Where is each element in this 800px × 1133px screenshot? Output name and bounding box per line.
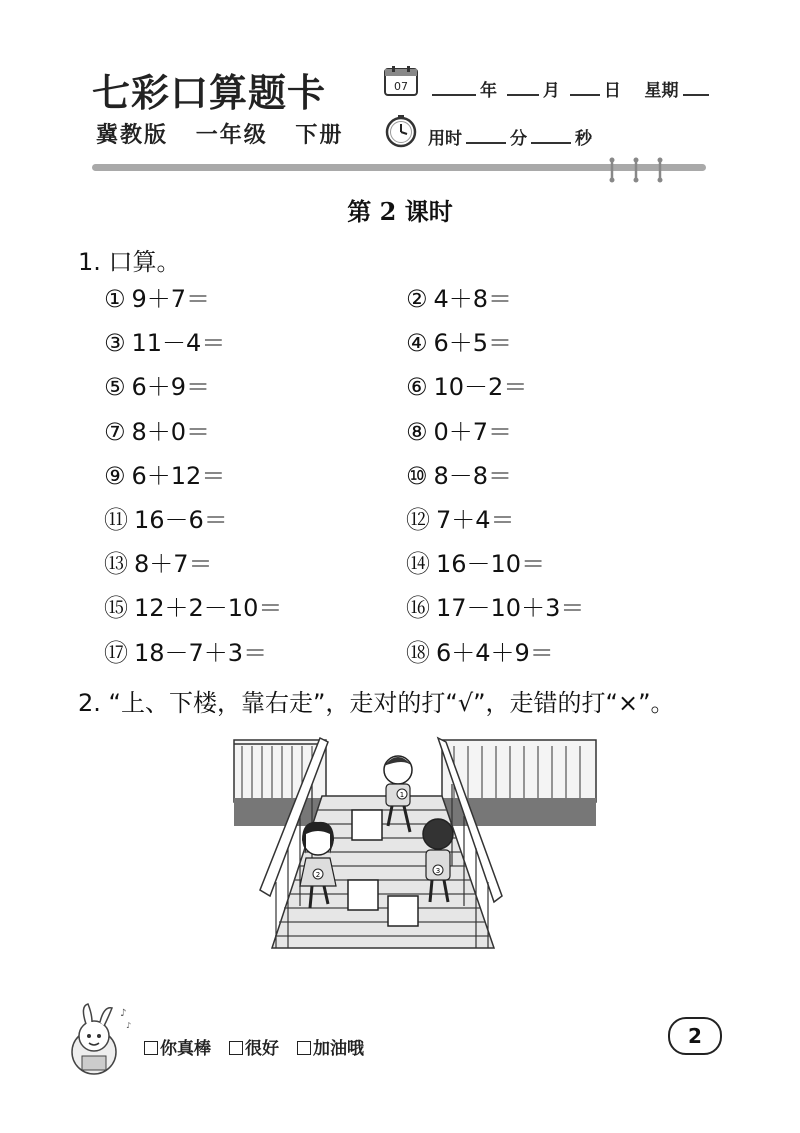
- problem-grid: [104, 282, 724, 680]
- problem-expression: 6＋9＝: [131, 373, 211, 402]
- time-used-label: 用时: [428, 129, 462, 149]
- problem-row: [104, 547, 724, 591]
- problem-row: [104, 503, 724, 547]
- svg-text:1: 1: [399, 791, 405, 799]
- section2-heading: 2. “上、下楼，靠右走”，走对的打“√”，走错的打“×”。: [78, 689, 675, 717]
- problem-number: ②: [406, 285, 428, 313]
- grade-label: 一年级: [195, 123, 268, 148]
- svg-text:♪: ♪: [120, 1008, 127, 1019]
- rating-options: [144, 1034, 382, 1059]
- problem-expression: 16－6＝: [134, 505, 228, 534]
- problem-number: ⑯: [406, 594, 430, 623]
- rating-label: 很好: [245, 1039, 279, 1059]
- problem-row: [104, 636, 724, 680]
- problem-item: [104, 415, 406, 459]
- problem-number: ①: [104, 285, 126, 313]
- problem-row: [104, 591, 724, 635]
- problem-number: ⑩: [406, 461, 428, 490]
- problem-item: [406, 370, 708, 414]
- problem-number: ⑰: [104, 638, 128, 667]
- problem-item: [406, 636, 708, 680]
- problem-number: ④: [406, 329, 428, 358]
- problem-item: [406, 459, 708, 503]
- clock-icon: [384, 114, 418, 148]
- month-blank[interactable]: [507, 80, 539, 96]
- year-blank[interactable]: [432, 80, 476, 96]
- svg-text:♪: ♪: [126, 1021, 132, 1030]
- problem-number: ⑪: [104, 505, 128, 534]
- problem-item: [406, 415, 708, 459]
- rating-checkbox[interactable]: [297, 1041, 311, 1055]
- problem-number: ⑭: [406, 550, 430, 579]
- section1-heading: 1. 口算。: [78, 248, 181, 276]
- problem-expression: 8＋7＝: [134, 550, 213, 579]
- problem-number: ⑨: [104, 461, 126, 490]
- problem-item: [406, 591, 708, 635]
- seconds-blank[interactable]: [531, 128, 571, 144]
- problem-expression: 16－10＝: [436, 550, 546, 579]
- problem-item: [406, 282, 708, 326]
- rating-option[interactable]: [229, 1039, 279, 1059]
- problem-number: ⑱: [406, 638, 430, 667]
- problem-row: [104, 282, 724, 326]
- weekday-label: 星期: [644, 81, 679, 101]
- problem-item: [406, 547, 708, 591]
- problem-expression: 6＋12＝: [131, 461, 226, 490]
- minutes-label: 分: [510, 129, 527, 149]
- svg-text:3: 3: [435, 867, 441, 875]
- binder-rings-icon: [604, 156, 674, 184]
- rating-checkbox[interactable]: [144, 1041, 158, 1055]
- problem-item: [104, 591, 406, 635]
- problem-expression: 0＋7＝: [433, 417, 513, 446]
- rating-label: 你真棒: [160, 1039, 211, 1059]
- problem-item: [406, 326, 708, 370]
- date-fields: [428, 76, 713, 101]
- edition-label: 冀教版: [96, 123, 169, 148]
- problem-expression: 12＋2－10＝: [134, 594, 283, 623]
- problem-number: ⑧: [406, 417, 428, 446]
- answer-box-3[interactable]: [388, 896, 418, 926]
- problem-number: ⑦: [104, 417, 126, 446]
- problem-expression: 9＋7＝: [131, 285, 211, 313]
- problem-row: [104, 326, 724, 370]
- svg-text:2: 2: [315, 871, 321, 879]
- problem-number: ⑥: [406, 373, 428, 402]
- day-blank[interactable]: [570, 80, 600, 96]
- edition-line: [96, 118, 361, 149]
- calendar-icon: [384, 66, 418, 96]
- calendar-day: 07: [394, 80, 408, 93]
- problem-expression: 8－8＝: [433, 461, 513, 490]
- rating-option[interactable]: [144, 1039, 211, 1059]
- problem-expression: 17－10＋3＝: [436, 594, 585, 623]
- problem-item: [104, 370, 406, 414]
- rating-label: 加油哦: [313, 1039, 364, 1059]
- problem-row: [104, 459, 724, 503]
- time-fields: [428, 124, 592, 149]
- day-label: 日: [603, 81, 621, 101]
- problem-row: [104, 415, 724, 459]
- minutes-blank[interactable]: [466, 128, 506, 144]
- problem-item: [104, 326, 406, 370]
- problem-expression: 6＋5＝: [433, 329, 513, 358]
- problem-item: [104, 503, 406, 547]
- answer-box-1[interactable]: [352, 810, 382, 840]
- problem-expression: 11－4＝: [131, 329, 226, 358]
- lesson-title: 第 2 课时: [347, 197, 453, 226]
- problem-expression: 7＋4＝: [436, 505, 515, 534]
- year-label: 年: [480, 81, 497, 101]
- seconds-label: 秒: [575, 129, 592, 149]
- rating-option[interactable]: [297, 1039, 364, 1059]
- staircase-illustration: [232, 736, 598, 950]
- problem-item: [104, 636, 406, 680]
- page-number: 2: [668, 1017, 722, 1055]
- problem-expression: 4＋8＝: [433, 285, 513, 313]
- problem-number: ③: [104, 329, 126, 358]
- brand-title: 七彩口算题卡: [92, 70, 327, 115]
- problem-expression: 8＋0＝: [131, 417, 211, 446]
- problem-item: [104, 547, 406, 591]
- problem-number: ⑫: [406, 505, 430, 534]
- problem-row: [104, 370, 724, 414]
- month-label: 月: [542, 81, 560, 101]
- problem-item: [406, 503, 708, 547]
- problem-number: ⑮: [104, 594, 128, 623]
- problem-expression: 18－7＋3＝: [134, 638, 268, 667]
- problem-item: [104, 282, 406, 326]
- problem-number: ⑬: [104, 550, 128, 579]
- problem-expression: 6＋4＋9＝: [436, 638, 554, 667]
- rabbit-mascot-icon: [64, 1000, 136, 1080]
- problem-number: ⑤: [104, 373, 126, 402]
- weekday-blank[interactable]: [683, 80, 709, 96]
- problem-item: [104, 459, 406, 503]
- problem-expression: 10－2＝: [433, 373, 528, 402]
- volume-label: 下册: [295, 123, 344, 148]
- rating-checkbox[interactable]: [229, 1041, 243, 1055]
- answer-box-2[interactable]: [348, 880, 378, 910]
